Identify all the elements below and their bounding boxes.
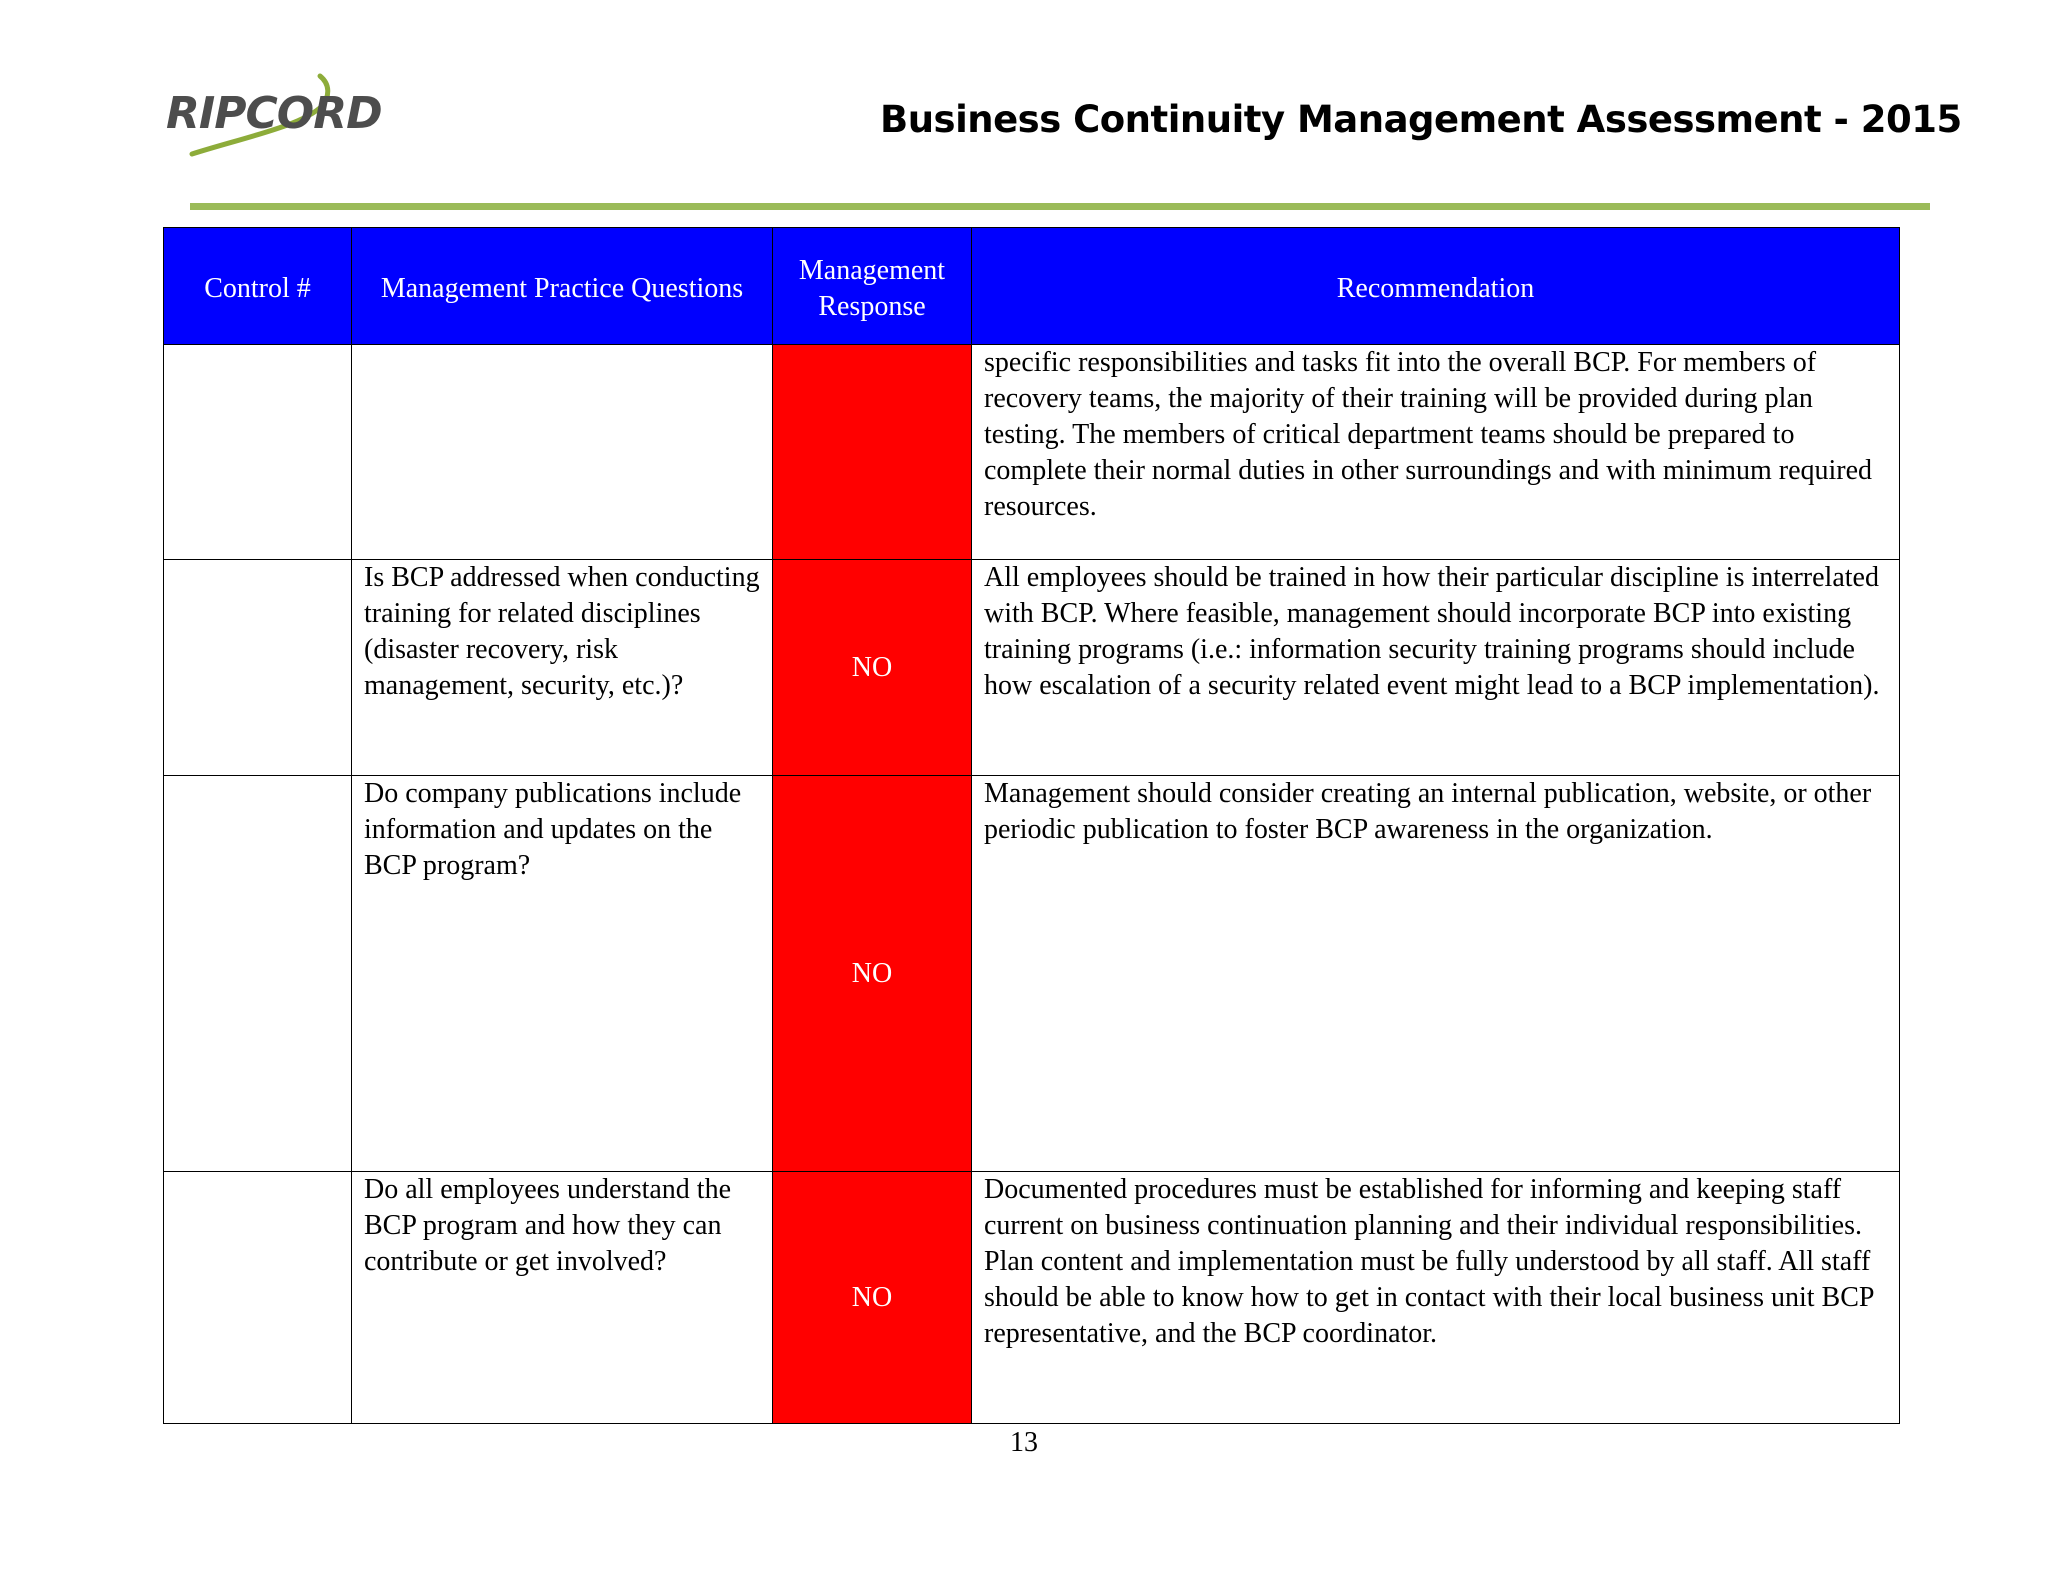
control-cell <box>164 345 352 560</box>
column-header-question: Management Practice Questions <box>352 228 773 345</box>
recommendation-cell: Documented procedures must be established for informing and keeping staff current on business continuation planning and their individual responsibilities. Plan content and implementation must be fully understood by all staff. All staff should be able to know how to get in contact with their local business unit BCP representative, and the BCP coordinator. <box>972 1172 1900 1424</box>
recommendation-cell: Management should consider creating an internal publication, website, or other periodic publication to foster BCP awareness in the organization. <box>972 776 1900 1172</box>
document-title: Business Continuity Management Assessment - 2015 <box>880 98 1962 141</box>
control-cell <box>164 560 352 776</box>
ripcord-logo <box>162 66 402 166</box>
column-header-recommendation: Recommendation <box>972 228 1900 345</box>
recommendation-cell: specific responsibilities and tasks fit into the overall BCP. For members of recovery teams, the majority of their training will be provided during plan testing. The members of critical department teams should be prepared to complete their normal duties in other surroundings and with minimum required resources. <box>972 345 1900 560</box>
question-cell: Do company publications include information and updates on the BCP program? <box>352 776 773 1172</box>
assessment-table <box>163 227 1900 1424</box>
table-row <box>164 776 1900 1172</box>
table-row <box>164 1172 1900 1424</box>
table-header-row <box>164 228 1900 345</box>
table-row <box>164 345 1900 560</box>
response-cell <box>773 345 972 560</box>
response-cell: NO <box>773 776 972 1172</box>
response-cell: NO <box>773 560 972 776</box>
question-cell: Do all employees understand the BCP program and how they can contribute or get involved? <box>352 1172 773 1424</box>
control-cell <box>164 1172 352 1424</box>
page-number: 13 <box>1010 1427 1038 1458</box>
control-cell <box>164 776 352 1172</box>
recommendation-cell: All employees should be trained in how their particular discipline is interrelated with BCP. Where feasible, management should incorporate BCP into existing training programs (i.e.: information security training programs should include how escalation of a security related event might lead to a BCP implementation). <box>972 560 1900 776</box>
table-row <box>164 560 1900 776</box>
header-divider <box>190 203 1930 210</box>
logo-text: RIPCORD <box>166 88 382 139</box>
question-cell: Is BCP addressed when conducting training for related disciplines (disaster recovery, risk management, security, etc.)? <box>352 560 773 776</box>
question-cell <box>352 345 773 560</box>
response-cell: NO <box>773 1172 972 1424</box>
column-header-response: Management Response <box>773 228 972 345</box>
column-header-control: Control # <box>164 228 352 345</box>
